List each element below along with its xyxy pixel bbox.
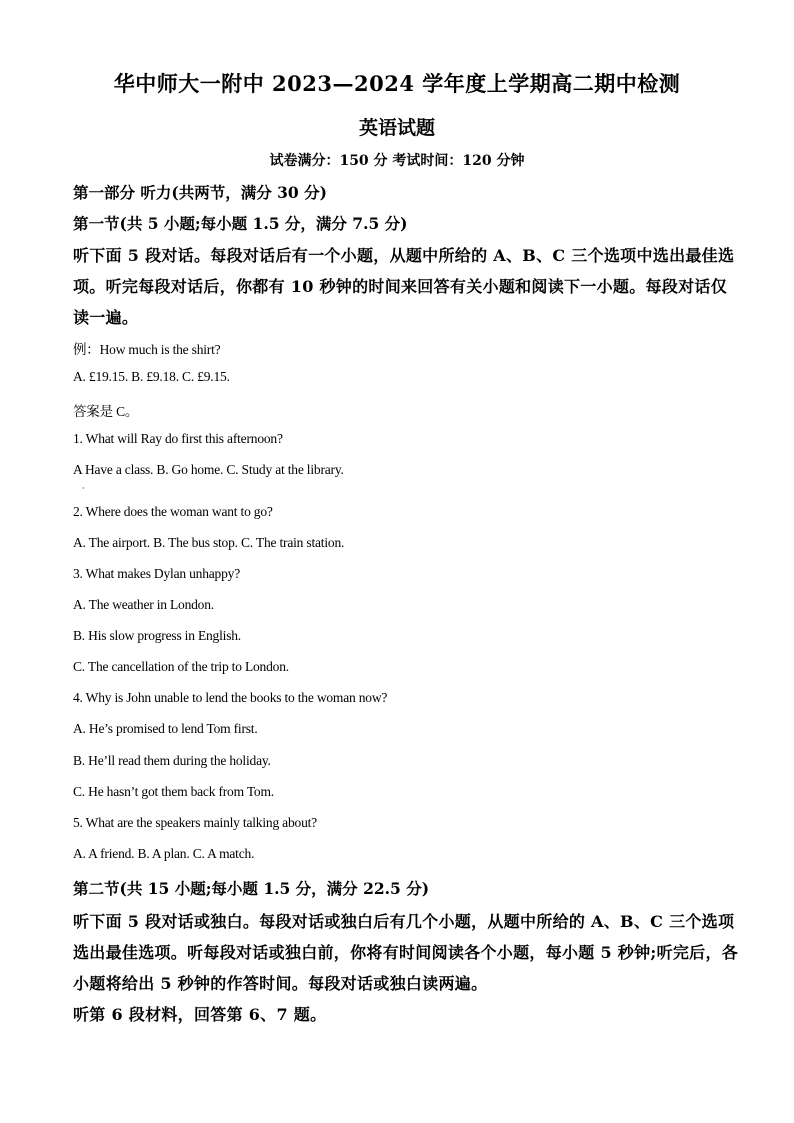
example-question: 例：How much is the shirt? (73, 342, 221, 357)
section2-next: 听第 6 段材料，回答第 6、7 题。 (73, 1005, 327, 1024)
question-4-option-b: B. He’ll read them during the holiday. (73, 753, 271, 768)
section1-instructions-line: 听下面 5 段对话。每段对话后有一个小题，从题中所给的 A、B、C 三个选项中选出最佳选 (73, 246, 735, 265)
question-4: 4. Why is John unable to lend the books to the woman now? (73, 690, 388, 705)
stray-dot: · (82, 484, 85, 493)
section1-instructions-line: 读一遍。 (73, 308, 139, 327)
question-1-options: A Have a class. B. Go home. C. Study at the library. (73, 462, 344, 477)
question-3-option-c: C. The cancellation of the trip to London. (73, 659, 289, 674)
question-1: 1. What will Ray do first this afternoon? (73, 431, 283, 446)
section1-instructions-line: 项。听完每段对话后，你都有 10 秒钟的时间来回答有关小题和阅读下一小题。每段对话仅 (73, 277, 728, 296)
exam-meta: 试卷满分：150 分 考试时间：120 分钟 (269, 153, 525, 169)
section1-heading: 第一节(共 5 小题;每小题 1.5 分，满分 7.5 分) (73, 214, 408, 233)
question-4-option-a: A. He’s promised to lend Tom first. (73, 721, 258, 736)
example-options: A. £19.15. B. £9.18. C. £9.15. (73, 369, 230, 384)
question-2-options: A. The airport. B. The bus stop. C. The train station. (73, 535, 345, 550)
exam-subtitle: 英语试题 (358, 117, 435, 139)
question-4-option-c: C. He hasn’t got them back from Tom. (73, 784, 274, 799)
section2-heading: 第二节(共 15 小题;每小题 1.5 分，满分 22.5 分) (73, 879, 430, 898)
section2-instructions-line: 听下面 5 段对话或独白。每段对话或独白后有几个小题，从题中所给的 A、B、C 三个选项 (73, 912, 735, 931)
section2-instructions-line: 选出最佳选项。听每段对话或独白前，你将有时间阅读各个小题，每小题 5 秒钟;听完后，各 (73, 943, 739, 962)
question-5: 5. What are the speakers mainly talking about? (73, 815, 317, 830)
question-5-options: A. A friend. B. A plan. C. A match. (73, 846, 255, 861)
exam-title: 华中师大一附中 2023—2024 学年度上学期高二期中检测 (113, 71, 681, 96)
question-3: 3. What makes Dylan unhappy? (73, 566, 240, 581)
question-3-option-b: B. His slow progress in English. (73, 628, 241, 643)
question-3-option-a: A. The weather in London. (73, 597, 214, 612)
part1-heading: 第一部分 听力(共两节，满分 30 分) (73, 183, 327, 202)
question-2: 2. Where does the woman want to go? (73, 504, 273, 519)
example-answer: 答案是 C。 (73, 404, 139, 419)
section2-instructions-line: 小题将给出 5 秒钟的作答时间。每段对话或独白读两遍。 (73, 974, 488, 993)
